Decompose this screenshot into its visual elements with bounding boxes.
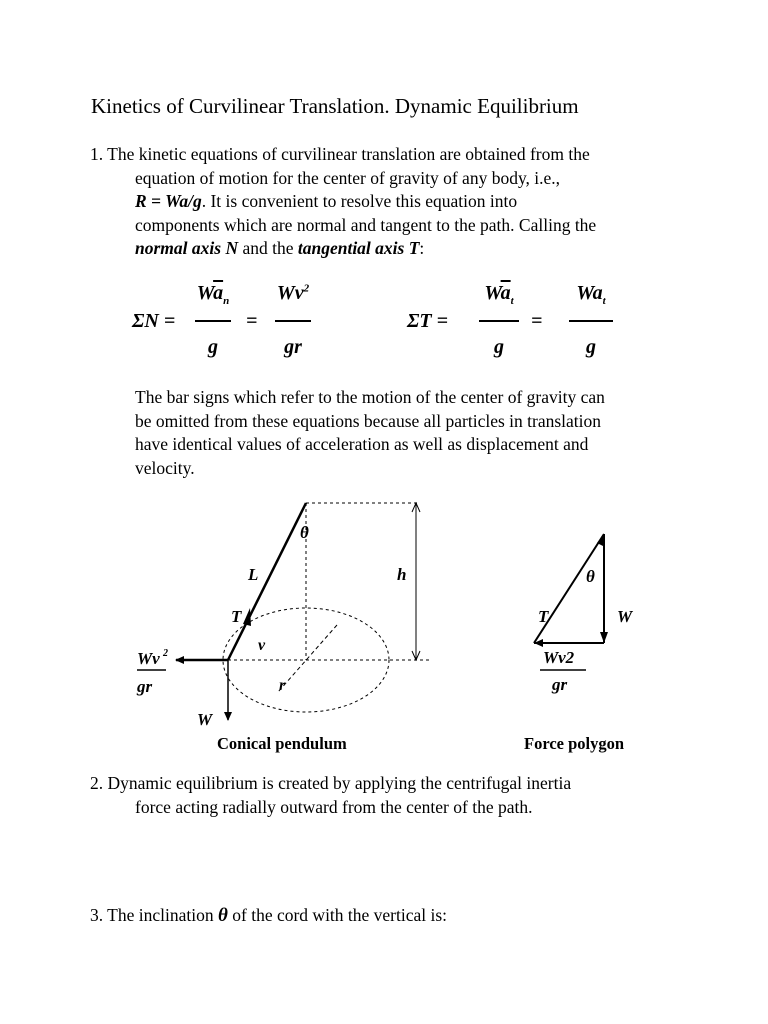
weight-label: W: [197, 710, 213, 729]
polygon-weight-label: W: [617, 607, 633, 626]
t-num2: Wa: [576, 282, 603, 304]
paragraph-1-line-2: equation of motion for the center of gravity of any body, i.e.,: [135, 167, 561, 188]
line-3-rest: . It is convenient to resolve this equation into: [201, 191, 518, 211]
sum-n-label: ΣN =: [132, 310, 176, 332]
pendulum-cord: [228, 503, 306, 660]
paragraph-2-line-3: have identical values of acceleration as well as displacement and: [135, 434, 589, 454]
radius-label: r: [279, 677, 286, 694]
paragraph-2-line-2: be omitted from these equations because all particles in translation: [135, 410, 602, 431]
paragraph-4-after: of the cord with the vertical is:: [227, 905, 448, 925]
n-num1-bar: $\overline{a}$: [213, 282, 224, 304]
polygon-denominator: gr: [552, 675, 568, 694]
paragraph-3-line-1: 2. Dynamic equilibrium is created by applying the centrifugal inertia: [90, 773, 572, 793]
newton-law-text: R = Wa/g: [135, 191, 202, 211]
inertia-superscript: 2: [163, 648, 168, 659]
t-num1-bar: $\overline{a}$: [500, 282, 511, 304]
radius-line: [278, 625, 337, 692]
paragraph-1-line-5: [90, 237, 700, 261]
theta-label: θ: [300, 523, 309, 542]
inertia-numerator: Wv: [137, 649, 160, 668]
normal-axis-term: normal axis N: [135, 238, 239, 258]
cord-length-label: L: [248, 565, 259, 584]
paragraph-1-line-1: 1. The kinetic equations of curvilinear translation are obtained from the: [90, 144, 590, 164]
polygon-theta-label: θ: [586, 567, 595, 586]
paragraph-3-line-2: force acting radially outward from the center of the path.: [135, 796, 533, 817]
paragraph-2: [135, 386, 695, 480]
n-num2-sup: 2: [303, 282, 310, 295]
paragraph-4: [90, 904, 447, 928]
height-label: h: [397, 565, 407, 584]
t-den2: g: [586, 336, 596, 358]
tangential-axis-term: tangential axis T: [297, 238, 420, 258]
paragraph-2-line-4: velocity.: [135, 457, 195, 478]
normal-fraction-2: [268, 282, 318, 359]
pendulum-caption: Conical pendulum: [217, 734, 347, 753]
tension-label: T: [231, 607, 242, 626]
n-num1: $W\overline{a}_n$: [196, 282, 230, 307]
t-num1: [484, 282, 514, 307]
paragraph-1-line-4: components which are normal and tangent to the path. Calling the: [135, 214, 597, 235]
tension-arrow: [243, 608, 251, 626]
velocity-label: v: [258, 637, 266, 654]
t-num1-sub: t: [510, 295, 514, 307]
n-den2: gr: [284, 336, 302, 358]
line-5-mid: and the: [238, 238, 298, 258]
polygon-tension-side: [534, 534, 604, 643]
normal-fraction-1: [188, 282, 238, 359]
inertia-denominator: gr: [137, 677, 153, 696]
t-den1: g: [494, 336, 504, 358]
n-den1: g: [208, 336, 218, 358]
tangent-fraction-2: [566, 282, 616, 359]
n-num2: Wv: [276, 282, 304, 304]
diagram: [0, 490, 768, 760]
sum-t-label: ΣT =: [407, 310, 448, 332]
paragraph-3: [90, 772, 571, 819]
polygon-weight-arrow: [600, 632, 608, 643]
paragraph-4-before: 3. The inclination: [90, 905, 218, 925]
theta-symbol: θ: [218, 905, 228, 926]
line-5-end: :: [419, 238, 425, 258]
n-num1-sub: n: [223, 295, 230, 307]
t-num2-sub: t: [602, 295, 606, 307]
polygon-numerator: Wv2: [543, 648, 575, 667]
equals-2: =: [531, 310, 543, 332]
tangent-fraction-1: [474, 282, 524, 359]
paragraph-2-line-1: The bar signs which refer to the motion of the center of gravity can: [135, 387, 605, 407]
page-title: Kinetics of Curvilinear Translation. Dynamic Equilibrium: [91, 94, 579, 118]
paragraph-1-line-3: [90, 190, 700, 214]
t-num1-w: W: [484, 282, 501, 304]
paragraph-1: [90, 143, 700, 261]
polygon-tension-label: T: [538, 607, 549, 626]
polygon-caption: Force polygon: [524, 734, 625, 753]
equals-1: =: [246, 310, 258, 332]
